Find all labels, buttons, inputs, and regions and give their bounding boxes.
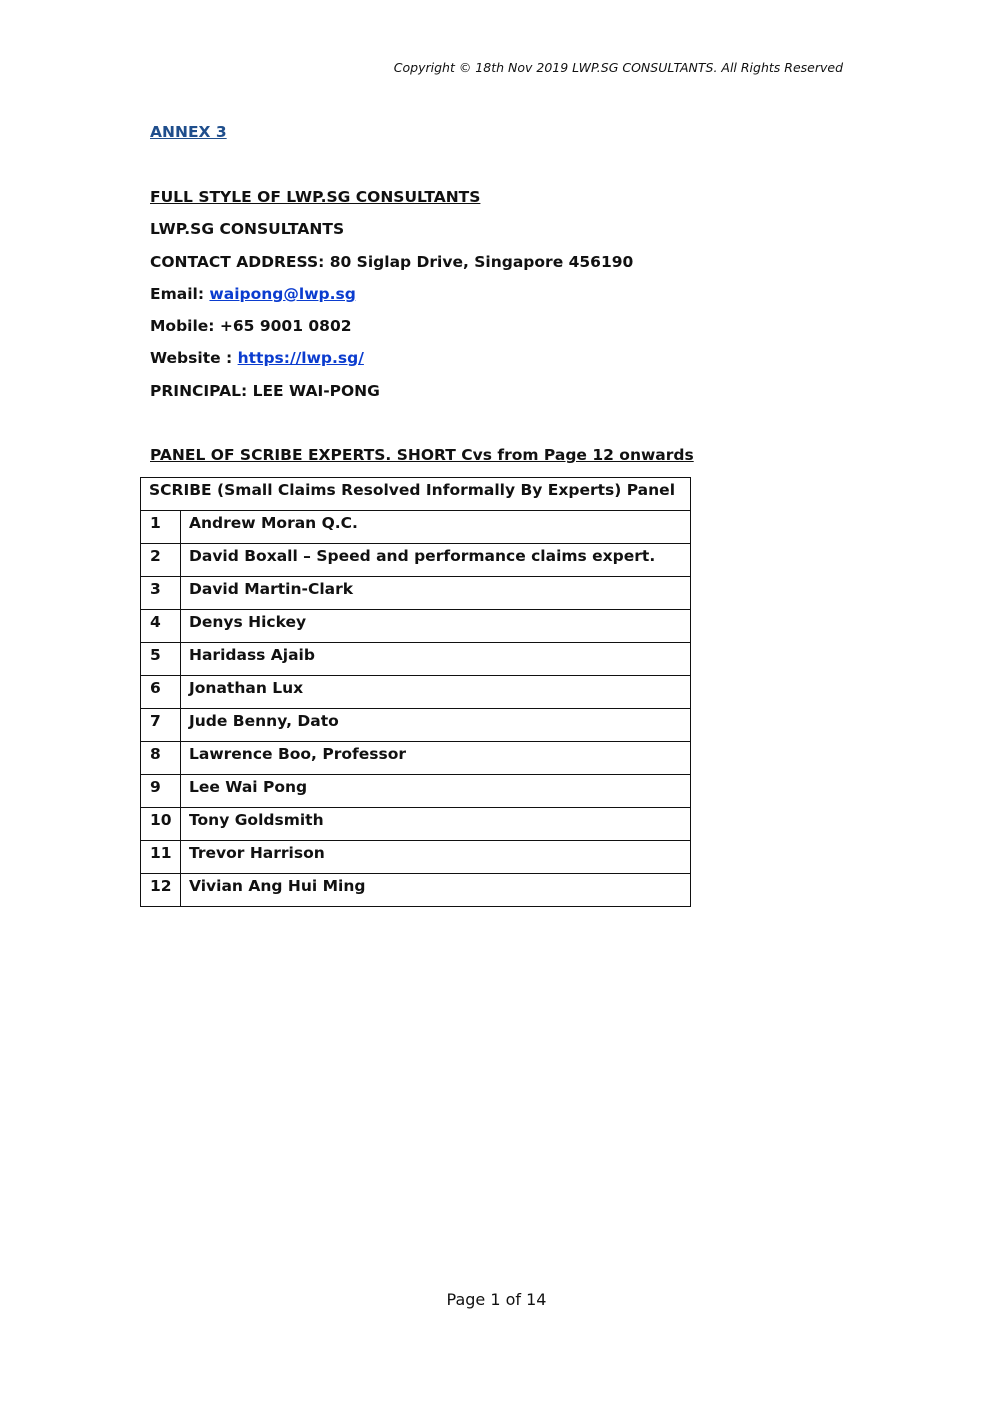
expert-name: Lee Wai Pong	[181, 775, 691, 808]
expert-number: 12	[141, 874, 181, 907]
email-label: Email:	[150, 285, 210, 303]
table-row	[141, 643, 691, 676]
table-row	[141, 742, 691, 775]
expert-name: Denys Hickey	[181, 610, 691, 643]
table-row	[141, 841, 691, 874]
expert-number: 5	[141, 643, 181, 676]
expert-name: Andrew Moran Q.C.	[181, 511, 691, 544]
table-title-row	[141, 478, 691, 511]
expert-name: David Boxall – Speed and performance claims expert.	[181, 544, 691, 577]
website-label: Website :	[150, 349, 238, 367]
table-row	[141, 709, 691, 742]
expert-number: 4	[141, 610, 181, 643]
expert-name: Jude Benny, Dato	[181, 709, 691, 742]
expert-number: 9	[141, 775, 181, 808]
table-row	[141, 577, 691, 610]
principal-value: LEE WAI-PONG	[252, 382, 380, 400]
panel-heading: PANEL OF SCRIBE EXPERTS. SHORT Cvs from Page 12 onwards	[150, 446, 694, 464]
table-row	[141, 610, 691, 643]
annex-title: ANNEX 3	[150, 123, 227, 141]
email-line	[150, 284, 356, 304]
expert-number: 8	[141, 742, 181, 775]
expert-number: 10	[141, 808, 181, 841]
expert-name: Jonathan Lux	[181, 676, 691, 709]
table-row	[141, 775, 691, 808]
experts-table	[140, 477, 691, 907]
principal-label: PRINCIPAL:	[150, 382, 253, 400]
page-number: Page 1 of 14	[446, 1290, 547, 1309]
expert-number: 7	[141, 709, 181, 742]
full-style-heading: FULL STYLE OF LWP.SG CONSULTANTS	[150, 188, 481, 206]
table-row	[141, 676, 691, 709]
expert-number: 6	[141, 676, 181, 709]
table-row	[141, 544, 691, 577]
company-name: LWP.SG CONSULTANTS	[150, 220, 345, 238]
expert-name: Lawrence Boo, Professor	[181, 742, 691, 775]
email-link[interactable]: waipong@lwp.sg	[209, 285, 356, 303]
expert-name: David Martin-Clark	[181, 577, 691, 610]
expert-name: Tony Goldsmith	[181, 808, 691, 841]
contact-address	[150, 252, 633, 272]
website-link[interactable]: https://lwp.sg/	[237, 349, 364, 367]
expert-number: 1	[141, 511, 181, 544]
table-row	[141, 808, 691, 841]
table-row	[141, 511, 691, 544]
website-line	[150, 348, 364, 368]
expert-number: 2	[141, 544, 181, 577]
table-title: SCRIBE (Small Claims Resolved Informally By Experts) Panel	[141, 478, 691, 511]
mobile-line	[150, 316, 352, 336]
principal-line	[150, 381, 380, 401]
table-row	[141, 874, 691, 907]
expert-name: Haridass Ajaib	[181, 643, 691, 676]
copyright-notice: Copyright © 18th Nov 2019 LWP.SG CONSULTANTS. All Rights Reserved	[393, 60, 843, 75]
expert-number: 3	[141, 577, 181, 610]
expert-name: Vivian Ang Hui Ming	[181, 874, 691, 907]
mobile-label: Mobile:	[150, 317, 220, 335]
expert-name: Trevor Harrison	[181, 841, 691, 874]
mobile-value: +65 9001 0802	[219, 317, 352, 335]
address-value: 80 Siglap Drive, Singapore 456190	[329, 253, 634, 271]
address-label: CONTACT ADDRESS:	[150, 253, 330, 271]
expert-number: 11	[141, 841, 181, 874]
